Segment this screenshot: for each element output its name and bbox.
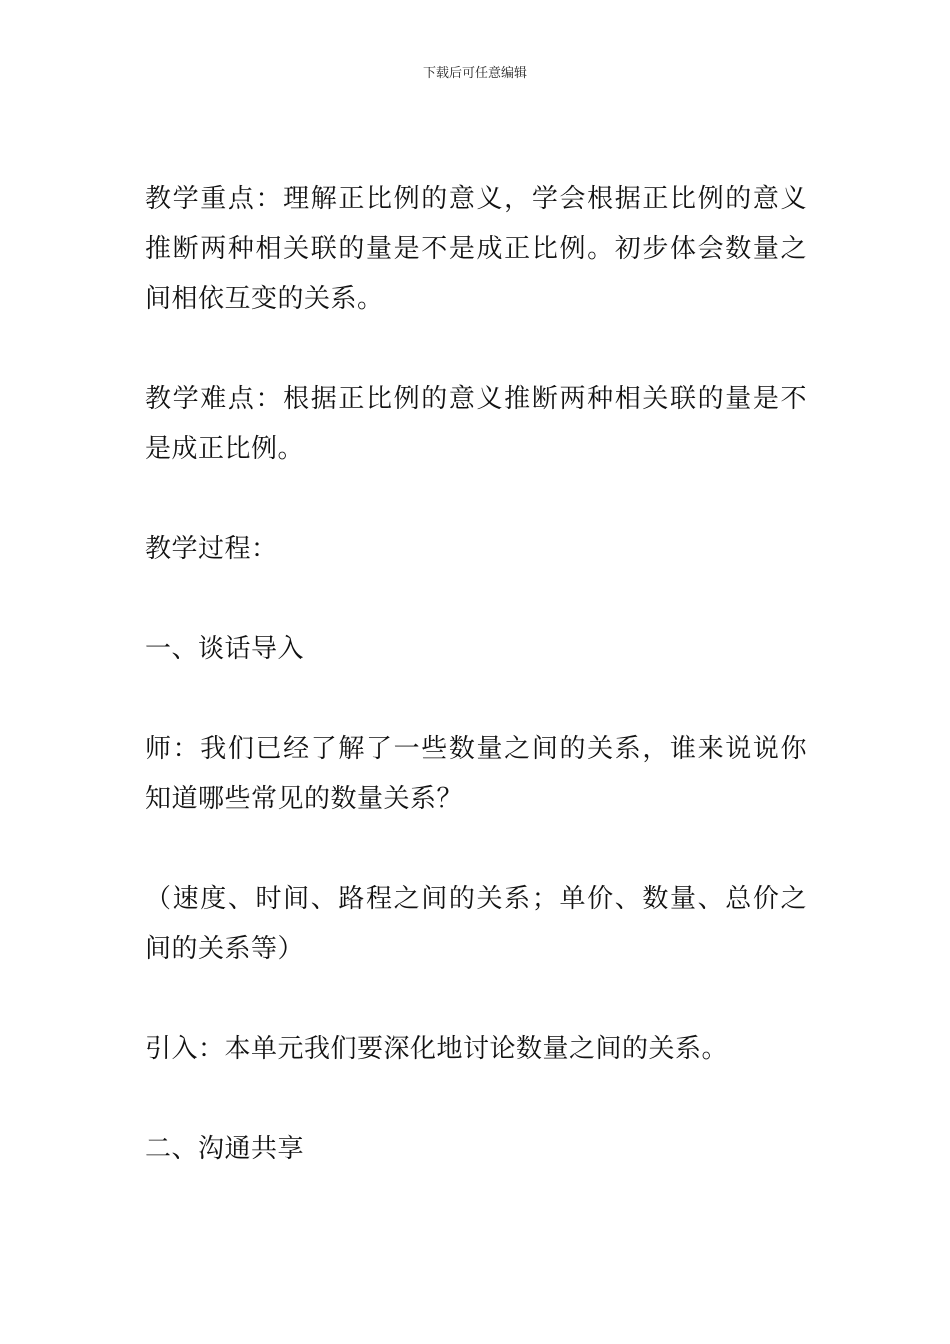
section-heading-intro: 一、谈话导入: [145, 634, 305, 664]
paragraph-teaching-process: 教学过程：: [145, 534, 278, 564]
paragraph-teacher-question: 师：我们已经了解了一些数量之间的关系，谁来说说你知道哪些常见的数量关系？: [145, 734, 807, 814]
paragraph-teaching-focus: 教学重点：理解正比例的意义，学会根据正比例的意义推断两种相关联的量是不是成正比例。初步体会数量之间相依互变的关系。: [145, 184, 807, 314]
page-header: 下载后可任意编辑: [422, 66, 527, 81]
section-heading-sharing: 二、沟通共享: [145, 1134, 305, 1164]
paragraph-introduction: 引入：本单元我们要深化地讨论数量之间的关系。: [145, 1034, 729, 1064]
document-body: [145, 174, 807, 1224]
paragraph-teaching-difficulty: 教学难点：根据正比例的意义推断两种相关联的量是不是成正比例。: [145, 384, 807, 464]
paragraph-answer-note: （速度、时间、路程之间的关系；单价、数量、总价之间的关系等）: [145, 884, 807, 964]
